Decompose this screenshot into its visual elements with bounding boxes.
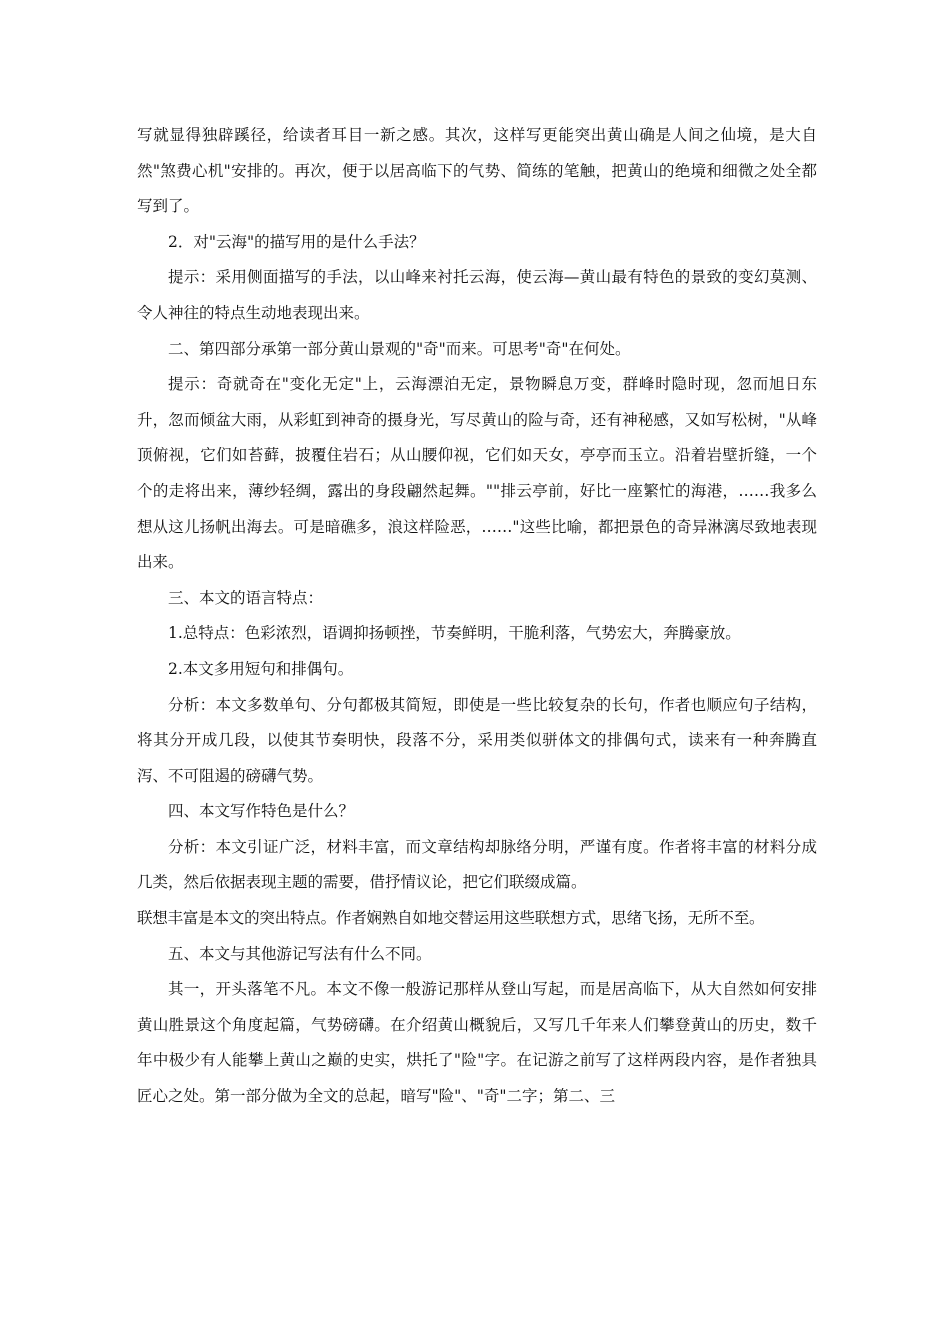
paragraph-continuation: 写就显得独辟蹊径，给读者耳目一新之感。其次，这样写更能突出黄山确是人间之仙境，是大自然"煞费心机"安排的。再次，便于以居高临下的气势、简练的笔触，把黄山的绝境和细微之处全都写到了。 [137,126,817,216]
section-two-heading: 二、第四部分承第一部分黄山景观的"奇"而来。可思考"奇"在何处。 [168,339,631,358]
hint-qi-answer: 提示：奇就奇在"变化无定"上，云海漂泊无定，景物瞬息万变，群峰时隐时现，忽而旭日东升，忽而倾盆大雨，从彩虹到神奇的摄身光，写尽黄山的险与奇，还有神秘感，又如写松树，"从峰顶俯视，它们如苔藓，披覆住岩石；从山腰仰视，它们如天女，亭亭而玉立。沿着岩壁折缝，一个个的走将出来，薄纱轻绸，露出的身段翩然起舞。""排云亭前，好比一座繁忙的海港，……我多么想从这儿扬帆出海去。可是暗礁多，浪这样险恶，……"这些比喻，都把景色的奇异淋漓尽致地表现出来。 [137,375,817,572]
section-three-heading: 三、本文的语言特点： [168,588,324,607]
document-page [137,118,817,1115]
hint-yunhai-answer: 提示：采用侧面描写的手法，以山峰来衬托云海，使云海—黄山最有特色的景致的变幻莫测、令人神往的特点生动地表现出来。 [137,268,817,322]
language-feature-overall: 1.总特点：色彩浓烈，语调抑扬顿挫，节奏鲜明，干脆利落，气势宏大，奔腾豪放。 [168,624,741,643]
section-five-heading: 五、本文与其他游记写法有什么不同。 [168,944,432,963]
association-feature-line: 联想丰富是本文的突出特点。作者娴熟自如地交替运用这些联想方式，思绪飞扬，无所不至。 [137,909,765,928]
section-four-heading: 四、本文写作特色是什么？ [168,802,355,821]
analysis-language: 分析：本文多数单句、分句都极其简短，即使是一些比较复杂的长句，作者也顺应句子结构，将其分开成几段，以使其节奏明快，段落不分，采用类似骈体文的排偶句式，读来有一种奔腾直泻、不可阻遏的磅礴气势。 [137,695,817,785]
language-feature-short-sentences: 2.本文多用短句和排偶句。 [168,659,354,678]
question-yunhai-technique: 2．对"云海"的描写用的是什么手法？ [168,232,425,251]
analysis-writing-feature: 分析：本文引证广泛，材料丰富，而文章结构却脉络分明，严谨有度。作者将丰富的材料分成几类，然后依据表现主题的需要，借抒情议论，把它们联缀成篇。 [137,837,817,892]
comparison-paragraph: 其一，开头落笔不凡。本文不像一般游记那样从登山写起，而是居高临下，从大自然如何安排黄山胜景这个角度起篇，气势磅礴。在介绍黄山概貌后，又写几千年来人们攀登黄山的历史，数千年中极少有人能攀上黄山之巅的史实，烘托了"险"字。在记游之前写了这样两段内容，是作者独具匠心之处。第一部分做为全文的总起，暗写"险"、"奇"二字；第二、三 [137,980,817,1106]
